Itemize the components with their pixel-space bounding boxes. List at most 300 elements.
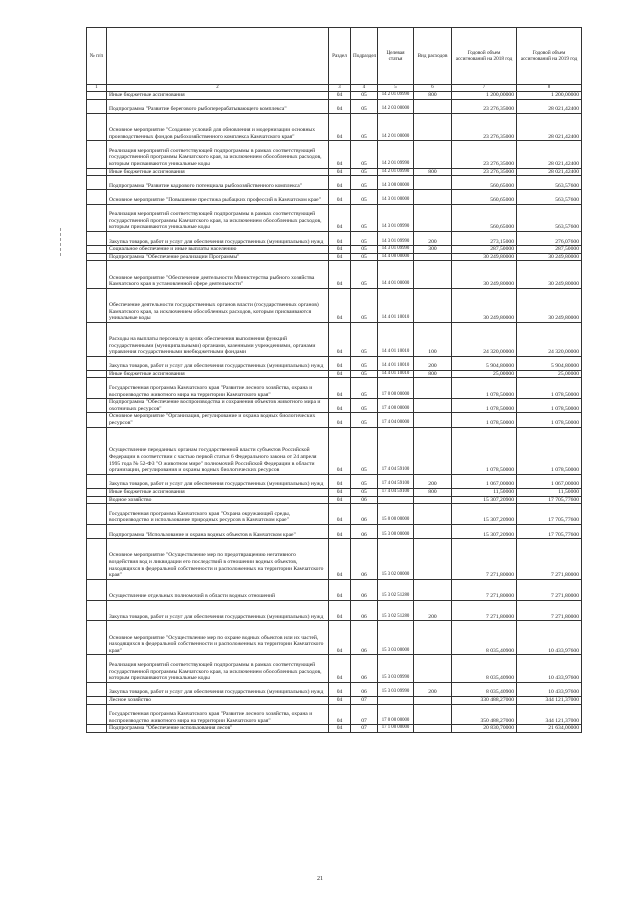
row-2019: 30 249,80000	[517, 288, 582, 322]
row-name: Реализация мероприятий соответствующей подпрограммы в рамках соответствующей государственной программы Камчатского края, за исключением обособленных расходов, которым присваиваются уникальные коды	[107, 141, 329, 168]
row-podrazdel: 07	[351, 696, 378, 704]
row-2018: 8 035,40900	[452, 655, 517, 682]
row-podrazdel: 06	[351, 655, 378, 682]
row-2018: 15 307,20900	[452, 504, 517, 525]
row-target: 14 3 01 09990	[378, 231, 414, 245]
row-podrazdel: 05	[351, 288, 378, 322]
row-podrazdel: 06	[351, 579, 378, 600]
row-razdel: 04	[329, 413, 351, 427]
row-name: Подпрограмма "Развитие берегового рыбоперерабатывающего комплекса"	[107, 99, 329, 113]
table-row	[87, 246, 582, 254]
row-target	[378, 696, 414, 704]
table-row	[87, 190, 582, 204]
row-podrazdel: 06	[351, 496, 378, 504]
row-2019: 21 634,00000	[517, 725, 582, 733]
row-name: Закупка товаров, работ и услуг для обеспечения государственных (муниципальных) нужд	[107, 600, 329, 621]
row-name: Основное мероприятие "Создание условий для обновления и модернизации основных производственных фондов рыбохозяйственного комплекса Камчатского края"	[107, 113, 329, 140]
row-razdel: 04	[329, 474, 351, 488]
row-2018: 30 249,80000	[452, 253, 517, 261]
row-podrazdel: 05	[351, 261, 378, 288]
row-name: Закупка товаров, работ и услуг для обеспечения государственных (муниципальных) нужд	[107, 682, 329, 696]
header-2019: Годовой объем ассигнований на 2019 год	[517, 28, 582, 85]
row-2018: 287,50000	[452, 246, 517, 254]
row-target: 17 0 00 00000	[378, 378, 414, 399]
row-2019: 287,50000	[517, 246, 582, 254]
row-podrazdel: 05	[351, 190, 378, 204]
row-podrazdel: 05	[351, 231, 378, 245]
header-name	[107, 28, 329, 85]
row-podrazdel: 05	[351, 474, 378, 488]
row-2018: 5 904,80000	[452, 356, 517, 370]
row-name: Осуществление переданных органам государственной власти субъектов Российской Федерации в соответствии с частью первой статьи 6 Федерального закона от 24 апреля 1995 года № 52-ФЗ "О животном мире" полномочий Российской Федерации в области организации, регулирования и охраны водных биологических ресурсов	[107, 427, 329, 474]
row-vid	[414, 176, 452, 190]
row-razdel: 04	[329, 378, 351, 399]
row-2019: 1 067,00000	[517, 474, 582, 488]
row-razdel: 04	[329, 696, 351, 704]
row-target: 17 0 00 00000	[378, 704, 414, 725]
row-razdel: 04	[329, 204, 351, 231]
row-podrazdel: 05	[351, 356, 378, 370]
row-podrazdel: 06	[351, 600, 378, 621]
table-row	[87, 539, 582, 580]
row-2019: 11,50000	[517, 489, 582, 497]
row-name: Лесное хозяйство	[107, 696, 329, 704]
row-vid: 100	[414, 322, 452, 356]
row-2019: 1 078,50000	[517, 413, 582, 427]
row-name: Основное мероприятие "Осуществление мер по предотвращению негативного воздействия вод и ликвидации его последствий в отношении водных объектов, находящихся в федеральной собственности и расположенных на территории Камчатского края"	[107, 539, 329, 580]
row-name: Основное мероприятие "Обеспечение деятельности Министерства рыбного хозяйства Камчатского края в установленной сфере деятельности"	[107, 261, 329, 288]
table-row	[87, 370, 582, 378]
row-razdel: 04	[329, 231, 351, 245]
row-vid	[414, 399, 452, 413]
row-num	[87, 696, 107, 704]
row-target: 14 2 01 09990	[378, 92, 414, 100]
header-target: Целевая статья	[378, 28, 414, 85]
row-2018: 24 320,00000	[452, 322, 517, 356]
row-2018: 1 078,50000	[452, 399, 517, 413]
row-target: 14 4 01 10010	[378, 322, 414, 356]
row-vid	[414, 190, 452, 204]
row-name: Подпрограмма "Использование и охрана водных объектов в Камчатском крае"	[107, 525, 329, 539]
header-razdel: Раздел	[329, 28, 351, 85]
row-num	[87, 322, 107, 356]
row-target: 14 3 01 00000	[378, 190, 414, 204]
row-2019: 30 249,80000	[517, 261, 582, 288]
row-podrazdel: 06	[351, 504, 378, 525]
row-vid: 800	[414, 168, 452, 176]
row-num	[87, 246, 107, 254]
table-row	[87, 504, 582, 525]
page-number: 21	[317, 876, 323, 882]
row-2018: 23 276,35000	[452, 99, 517, 113]
row-2019: 563,57600	[517, 204, 582, 231]
row-podrazdel: 05	[351, 113, 378, 140]
row-num	[87, 399, 107, 413]
row-podrazdel: 05	[351, 413, 378, 427]
row-num	[87, 504, 107, 525]
row-target: 15 3 00 00000	[378, 525, 414, 539]
row-vid: 200	[414, 682, 452, 696]
table-row	[87, 99, 582, 113]
row-name: Подпрограмма "Обеспечение реализации Программы"	[107, 253, 329, 261]
row-name: Основное мероприятие "Осуществление мер по охране водных объектов или их частей, находящихся в федеральной собственности и расположенных на территории Камчатского края"	[107, 621, 329, 655]
table-row	[87, 496, 582, 504]
row-target: 15 3 02 00000	[378, 539, 414, 580]
row-razdel: 04	[329, 253, 351, 261]
row-2018: 20 830,70000	[452, 725, 517, 733]
row-podrazdel: 06	[351, 525, 378, 539]
header-vid: Вид расходов	[414, 28, 452, 85]
row-vid	[414, 696, 452, 704]
row-target: 17 1 00 00000	[378, 725, 414, 733]
row-podrazdel: 05	[351, 427, 378, 474]
row-num	[87, 525, 107, 539]
row-target: 14 4 01 10010	[378, 370, 414, 378]
row-2018: 23 276,35000	[452, 113, 517, 140]
table-row	[87, 253, 582, 261]
col-number: 1	[87, 85, 107, 92]
row-vid	[414, 496, 452, 504]
row-name: Государственная программа Камчатского края "Развитие лесного хозяйства, охрана и воспроизводство животного мира на территории Камчатского края"	[107, 378, 329, 399]
table-row	[87, 600, 582, 621]
col-number: 2	[107, 85, 329, 92]
row-vid	[414, 621, 452, 655]
row-2018: 560,65000	[452, 176, 517, 190]
row-target: 17 4 04 00000	[378, 413, 414, 427]
row-vid: 300	[414, 246, 452, 254]
row-name: Государственная программа Камчатского края "Развитие лесного хозяйства, охрана и воспроизводство животного мира на территории Камчатского края"	[107, 704, 329, 725]
row-num	[87, 231, 107, 245]
row-2019: 28 021,42400	[517, 99, 582, 113]
row-2018: 8 035,40900	[452, 682, 517, 696]
row-2018: 7 271,80000	[452, 600, 517, 621]
row-name: Социальное обеспечение и иные выплаты населению	[107, 246, 329, 254]
row-2019: 1 078,50000	[517, 399, 582, 413]
row-vid: 800	[414, 489, 452, 497]
row-podrazdel: 05	[351, 489, 378, 497]
table-row	[87, 704, 582, 725]
row-podrazdel: 05	[351, 370, 378, 378]
row-2018: 273,15000	[452, 231, 517, 245]
header-2018: Годовой объем ассигнований на 2018 год	[452, 28, 517, 85]
table-row	[87, 682, 582, 696]
table-row	[87, 168, 582, 176]
row-razdel: 04	[329, 176, 351, 190]
row-2019: 7 271,80000	[517, 539, 582, 580]
row-razdel: 04	[329, 600, 351, 621]
table-row	[87, 525, 582, 539]
row-razdel: 04	[329, 190, 351, 204]
row-num	[87, 489, 107, 497]
row-2018: 560,65000	[452, 204, 517, 231]
row-podrazdel: 05	[351, 141, 378, 168]
row-2019: 17 705,77600	[517, 504, 582, 525]
table-row	[87, 413, 582, 427]
row-vid	[414, 579, 452, 600]
table-body	[87, 92, 582, 733]
row-target: 14 3 00 00000	[378, 176, 414, 190]
row-razdel: 04	[329, 427, 351, 474]
row-vid	[414, 725, 452, 733]
row-target: 17 4 04 59100	[378, 474, 414, 488]
row-podrazdel: 06	[351, 539, 378, 580]
row-num	[87, 204, 107, 231]
row-razdel: 04	[329, 496, 351, 504]
row-razdel: 04	[329, 141, 351, 168]
table-row	[87, 176, 582, 190]
header-podrazdel: Подраздел	[351, 28, 378, 85]
row-2019: 276,07600	[517, 231, 582, 245]
row-vid	[414, 413, 452, 427]
table-row	[87, 288, 582, 322]
table-row	[87, 378, 582, 399]
row-2019: 17 705,77600	[517, 496, 582, 504]
table-row	[87, 92, 582, 100]
table-row	[87, 427, 582, 474]
row-name: Закупка товаров, работ и услуг для обеспечения государственных (муниципальных) нужд	[107, 474, 329, 488]
row-2018: 1 078,50000	[452, 378, 517, 399]
row-num	[87, 378, 107, 399]
table-row	[87, 141, 582, 168]
row-name: Подпрограмма "Обеспечение воспроизводства и сохранения объектов животного мира и охотничьих ресурсов"	[107, 399, 329, 413]
row-name: Иные бюджетные ассигнования	[107, 370, 329, 378]
row-2018: 11,50000	[452, 489, 517, 497]
row-2019: 7 271,80000	[517, 579, 582, 600]
header-num: № п/п	[87, 28, 107, 85]
row-name: Подпрограмма "Обеспечение использования лесов"	[107, 725, 329, 733]
row-num	[87, 190, 107, 204]
row-razdel: 04	[329, 539, 351, 580]
row-2019: 1 078,50000	[517, 378, 582, 399]
row-name: Основное мероприятие "Повышение престижа рыбацких профессий в Камчатском крае"	[107, 190, 329, 204]
margin-mark	[60, 228, 62, 256]
row-num	[87, 92, 107, 100]
row-2018: 7 271,80000	[452, 579, 517, 600]
row-num	[87, 474, 107, 488]
table-row	[87, 655, 582, 682]
row-2019: 1 200,00000	[517, 92, 582, 100]
row-2019: 1 078,50000	[517, 427, 582, 474]
table-row	[87, 696, 582, 704]
row-target: 14 2 03 00000	[378, 99, 414, 113]
table-header-row	[87, 28, 582, 85]
row-vid	[414, 539, 452, 580]
table-row	[87, 725, 582, 733]
row-vid	[414, 525, 452, 539]
row-2018: 30 249,80000	[452, 261, 517, 288]
row-vid	[414, 288, 452, 322]
table-row	[87, 489, 582, 497]
table-row	[87, 261, 582, 288]
row-target: 14 4 01 10010	[378, 356, 414, 370]
row-num	[87, 725, 107, 733]
row-podrazdel: 05	[351, 204, 378, 231]
row-num	[87, 682, 107, 696]
row-vid	[414, 253, 452, 261]
row-target: 17 4 04 59100	[378, 427, 414, 474]
row-target: 15 3 03 00000	[378, 621, 414, 655]
row-num	[87, 370, 107, 378]
row-2018: 1 200,00000	[452, 92, 517, 100]
row-vid: 800	[414, 370, 452, 378]
row-name: Подпрограмма "Развитие кадрового потенциала рыбохозяйственного комплекса"	[107, 176, 329, 190]
row-2018: 30 249,80000	[452, 288, 517, 322]
col-number: 8	[517, 85, 582, 92]
row-vid	[414, 378, 452, 399]
row-2019: 24 320,00000	[517, 322, 582, 356]
row-target: 14 4 01 10010	[378, 288, 414, 322]
row-name: Иные бюджетные ассигнования	[107, 489, 329, 497]
row-razdel: 04	[329, 261, 351, 288]
row-razdel: 04	[329, 525, 351, 539]
row-podrazdel: 07	[351, 725, 378, 733]
row-num	[87, 539, 107, 580]
row-podrazdel: 06	[351, 682, 378, 696]
row-podrazdel: 05	[351, 176, 378, 190]
row-podrazdel: 05	[351, 322, 378, 356]
row-razdel: 04	[329, 92, 351, 100]
row-name: Реализация мероприятий соответствующей подпрограммы в рамках соответствующей государственной программы Камчатского края, за исключением обособленных расходов, которым присваиваются уникальные коды	[107, 655, 329, 682]
row-target: 14 4 00 00000	[378, 253, 414, 261]
table-row	[87, 356, 582, 370]
row-vid: 200	[414, 600, 452, 621]
row-target: 15 3 03 09990	[378, 655, 414, 682]
row-2018: 330 488,27000	[452, 696, 517, 704]
row-name: Закупка товаров, работ и услуг для обеспечения государственных (муниципальных) нужд	[107, 231, 329, 245]
row-2018: 23 276,35000	[452, 141, 517, 168]
row-vid: 800	[414, 92, 452, 100]
row-vid	[414, 655, 452, 682]
row-vid: 200	[414, 231, 452, 245]
table-row	[87, 204, 582, 231]
row-2018: 23 276,35000	[452, 168, 517, 176]
row-razdel: 04	[329, 621, 351, 655]
row-2019: 563,57600	[517, 176, 582, 190]
table-row	[87, 621, 582, 655]
row-2018: 25,00000	[452, 370, 517, 378]
row-name: Государственная программа Камчатского края "Охрана окружающей среды, воспроизводство и использование природных ресурсов в Камчатском крае"	[107, 504, 329, 525]
row-target: 14 2 01 09990	[378, 141, 414, 168]
row-2019: 5 904,80000	[517, 356, 582, 370]
row-vid	[414, 261, 452, 288]
row-num	[87, 579, 107, 600]
row-2018: 8 035,40900	[452, 621, 517, 655]
row-num	[87, 288, 107, 322]
row-name: Осуществление отдельных полномочий в области водных отношений	[107, 579, 329, 600]
table-row	[87, 579, 582, 600]
row-2018: 350 488,27000	[452, 704, 517, 725]
row-razdel: 04	[329, 579, 351, 600]
row-podrazdel: 06	[351, 621, 378, 655]
row-2019: 25,00000	[517, 370, 582, 378]
row-name: Основное мероприятие "Организация, регулирование и охрана водных биологических ресурсов"	[107, 413, 329, 427]
row-podrazdel: 05	[351, 92, 378, 100]
row-2018: 1 078,50000	[452, 413, 517, 427]
row-2019: 563,57600	[517, 190, 582, 204]
col-number: 4	[351, 85, 378, 92]
row-2019: 10 433,97600	[517, 682, 582, 696]
row-2019: 28 021,42400	[517, 168, 582, 176]
row-2018: 560,65000	[452, 190, 517, 204]
row-num	[87, 356, 107, 370]
row-num	[87, 141, 107, 168]
row-name: Закупка товаров, работ и услуг для обеспечения государственных (муниципальных) нужд	[107, 356, 329, 370]
row-podrazdel: 05	[351, 168, 378, 176]
row-razdel: 04	[329, 246, 351, 254]
row-num	[87, 176, 107, 190]
row-vid	[414, 427, 452, 474]
table-row	[87, 113, 582, 140]
row-razdel: 04	[329, 113, 351, 140]
col-number: 7	[452, 85, 517, 92]
row-target: 17 4 00 00000	[378, 399, 414, 413]
row-target	[378, 496, 414, 504]
row-2018: 1 067,00000	[452, 474, 517, 488]
row-razdel: 04	[329, 288, 351, 322]
row-target: 15 3 02 51280	[378, 579, 414, 600]
row-razdel: 04	[329, 356, 351, 370]
row-num	[87, 496, 107, 504]
row-2019: 17 705,77600	[517, 525, 582, 539]
row-razdel: 04	[329, 399, 351, 413]
col-number: 5	[378, 85, 414, 92]
row-vid	[414, 504, 452, 525]
table-row	[87, 322, 582, 356]
row-target: 17 4 04 59100	[378, 489, 414, 497]
row-target: 15 3 02 51280	[378, 600, 414, 621]
row-target: 14 2 01 00000	[378, 113, 414, 140]
row-razdel: 04	[329, 682, 351, 696]
row-num	[87, 621, 107, 655]
row-num	[87, 99, 107, 113]
row-razdel: 04	[329, 725, 351, 733]
row-razdel: 04	[329, 704, 351, 725]
row-2018: 1 078,50000	[452, 427, 517, 474]
row-2019: 30 249,80000	[517, 253, 582, 261]
row-vid: 200	[414, 474, 452, 488]
table-row	[87, 399, 582, 413]
row-razdel: 04	[329, 322, 351, 356]
row-2019: 344 121,37000	[517, 704, 582, 725]
row-target: 15 0 00 00000	[378, 504, 414, 525]
row-target: 14 3 01 09990	[378, 246, 414, 254]
row-2019: 7 271,80000	[517, 600, 582, 621]
row-2019: 28 021,42400	[517, 113, 582, 140]
row-razdel: 04	[329, 99, 351, 113]
row-2018: 15 307,20900	[452, 496, 517, 504]
row-name: Водное хозяйство	[107, 496, 329, 504]
row-2018: 15 307,20900	[452, 525, 517, 539]
row-vid	[414, 704, 452, 725]
row-podrazdel: 05	[351, 399, 378, 413]
row-target: 14 2 01 09990	[378, 168, 414, 176]
row-num	[87, 655, 107, 682]
row-num	[87, 704, 107, 725]
row-name: Иные бюджетные ассигнования	[107, 92, 329, 100]
row-podrazdel: 07	[351, 704, 378, 725]
row-target: 15 3 03 09990	[378, 682, 414, 696]
row-num	[87, 600, 107, 621]
row-vid	[414, 113, 452, 140]
row-name: Иные бюджетные ассигнования	[107, 168, 329, 176]
row-num	[87, 427, 107, 474]
row-num	[87, 413, 107, 427]
row-razdel: 04	[329, 370, 351, 378]
budget-table	[86, 27, 582, 733]
row-vid: 200	[414, 356, 452, 370]
row-vid	[414, 141, 452, 168]
row-razdel: 04	[329, 168, 351, 176]
